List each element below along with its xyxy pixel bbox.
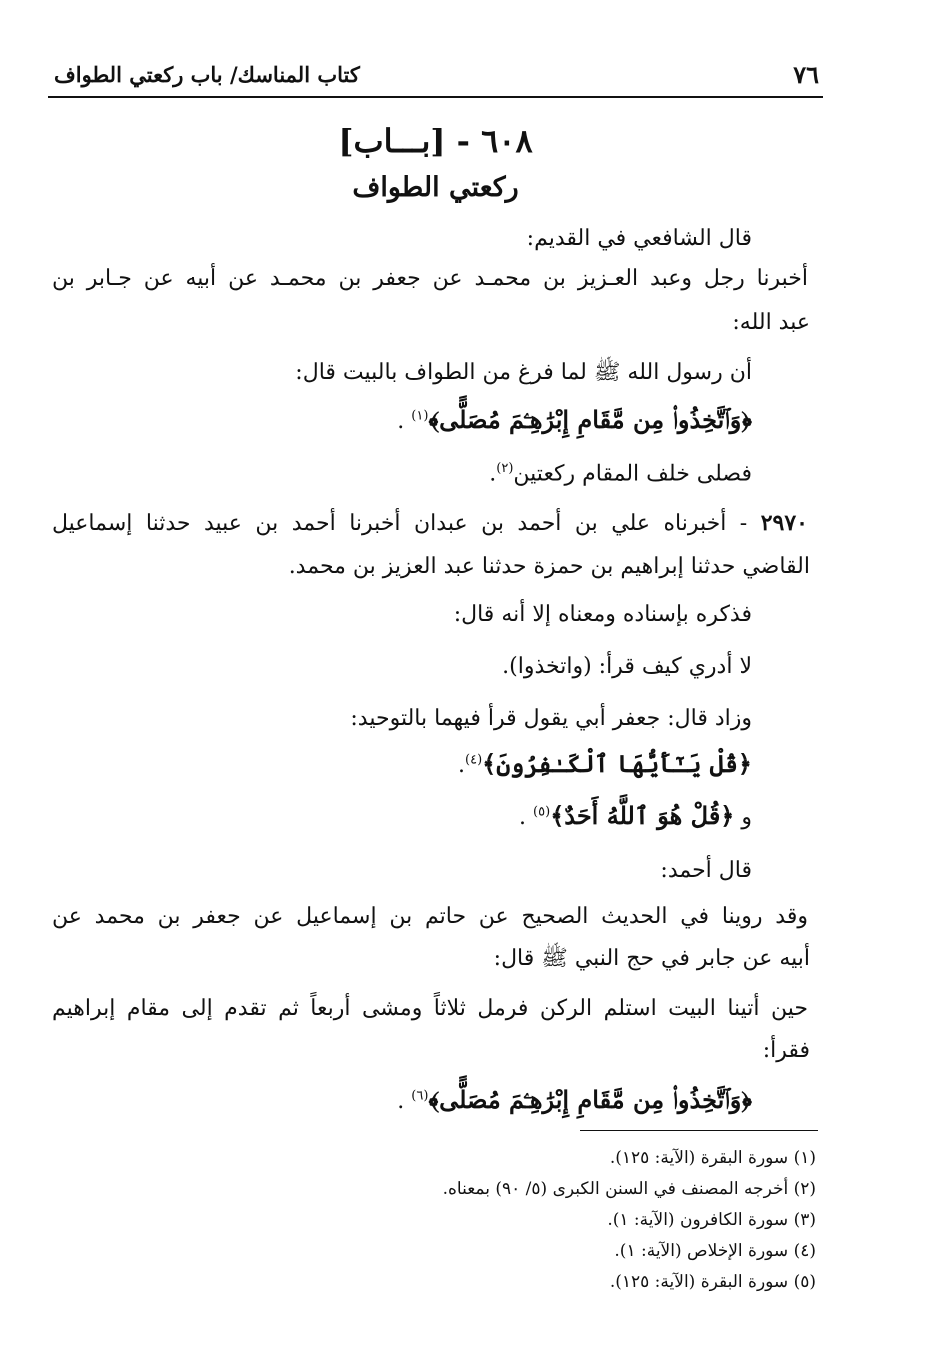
text-line: وزاد قال: جعفر أبي يقول قرأ فيهما بالتوحيد:	[350, 706, 752, 731]
text-line: حين أتينا البيت استلم الركن فرمل ثلاثاً ومشى أربعاً ثم تقدم إلى مقام إبراهيم	[52, 996, 808, 1021]
footnote: (٢) أخرجه المصنف في السنن الكبرى (٥/ ٩٠) بمعناه.	[442, 1179, 816, 1199]
period: .	[489, 461, 497, 487]
text-line	[489, 462, 752, 485]
hadith-line	[52, 512, 808, 535]
text-line: فقرأ:	[762, 1038, 810, 1063]
period: .	[397, 1089, 405, 1114]
text-line: القاضي حدثنا إبراهيم بن حمزة حدثنا عبد العزيز بن محمد.	[288, 554, 810, 579]
text-line: فذكره بإسناده ومعناه إلا أنه قال:	[453, 602, 752, 627]
text-line: قال أحمد:	[660, 858, 752, 883]
text-line: أن رسول الله ﷺ لما فرغ من الطواف بالبيت قال:	[295, 360, 752, 385]
footnote-ref: (٤)	[465, 752, 483, 768]
footnote-ref: (٦)	[411, 1088, 429, 1104]
hadith-number: ٢٩٧٠	[760, 510, 808, 536]
footnote-separator	[580, 1130, 818, 1131]
quran-verse-line	[458, 749, 752, 778]
period: .	[519, 805, 527, 830]
footnote: (٣) سورة الكافرون (الآية: ١).	[607, 1210, 816, 1230]
quran-verse: ﴿وَٱتَّخِذُوا۟ مِن مَّقَامِ إِبْرَٰهِـۧمَ مُصَلًّى﴾	[428, 1085, 752, 1114]
quran-verse-line	[397, 405, 752, 434]
footnote: (٤) سورة الإخلاص (الآية: ١).	[614, 1241, 816, 1261]
quran-verse-line	[397, 1085, 752, 1114]
text-line: وقد روينا في الحديث الصحيح عن حاتم بن إسماعيل عن جعفر بن محمد عن	[52, 904, 808, 929]
footnote-ref: (٥)	[533, 804, 551, 820]
quran-verse-line	[519, 801, 752, 830]
text-line: أخبرنا رجل وعبد العـزيز بن محمـد عن جعفر بن محمـد عن أبيه عن جـابر بن	[52, 266, 808, 291]
chapter-number: ٦٠٨ - [بـــاب]	[338, 122, 533, 160]
running-title: كتاب المناسك/ باب ركعتي الطواف	[54, 62, 360, 87]
period: .	[397, 409, 405, 434]
quran-verse: ﴿قُلْ يَـٰٓأَيُّهَا ٱلْكَـٰفِرُونَ﴾	[482, 749, 752, 778]
footnote-ref: (١)	[411, 408, 429, 424]
chapter-title: ركعتي الطواف	[352, 172, 519, 203]
text-line: قال الشافعي في القديم:	[526, 226, 752, 251]
quran-verse: ﴿وَٱتَّخِذُوا۟ مِن مَّقَامِ إِبْرَٰهِـۧمَ مُصَلًّى﴾	[428, 405, 752, 434]
quran-verse: ﴿قُلْ هُوَ ٱللَّهُ أَحَدٌ﴾	[550, 801, 735, 830]
text-fragment: فصلى خلف المقام ركعتين	[513, 461, 752, 487]
text-line: أبيه عن جابر في حج النبي ﷺ قال:	[493, 946, 810, 971]
page-header	[48, 56, 823, 98]
text-line: لا أدري كيف قرأ: (واتخذوا).	[502, 654, 752, 679]
footnote-ref: (٢)	[496, 461, 514, 476]
text-fragment: و	[741, 805, 752, 830]
text-line: عبد الله:	[732, 310, 810, 335]
page-number: ٧٦	[793, 60, 819, 89]
footnote: (٥) سورة البقرة (الآية: ١٢٥).	[609, 1272, 816, 1292]
text-fragment: - أخبرناه علي بن أحمد بن عبدان أخبرنا أحمد بن عبيد حدثنا إسماعيل	[52, 511, 748, 536]
period: .	[458, 753, 466, 778]
footnote: (١) سورة البقرة (الآية: ١٢٥).	[609, 1148, 816, 1168]
